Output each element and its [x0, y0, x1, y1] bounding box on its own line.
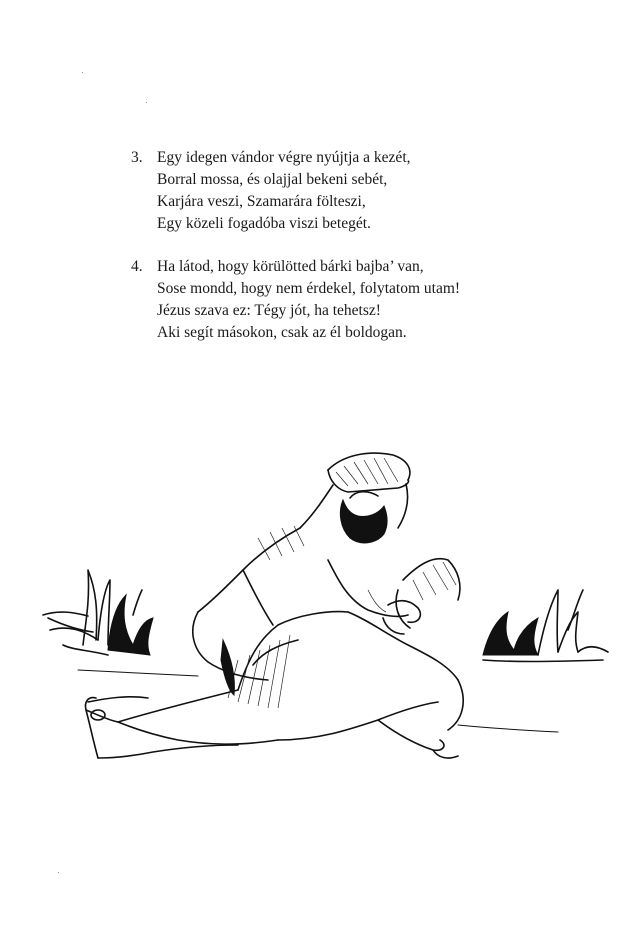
stanza-number: 3.	[131, 149, 143, 166]
samaritan-icon	[193, 453, 421, 680]
verse-line: Karjára veszi, Szamarára fölteszi,	[157, 193, 366, 210]
paper-speck	[82, 72, 83, 73]
good-samaritan-illustration	[38, 440, 613, 770]
song-verses	[131, 147, 611, 365]
verse-line: Ha látod, hogy körülötted bárki bajba’ van,	[157, 258, 424, 275]
stanza-number: 4.	[131, 258, 143, 275]
verse-line: Sose mondd, hogy nem érdekel, folytatom utam!	[157, 280, 461, 297]
good-samaritan-line-drawing-icon	[38, 440, 613, 770]
verse-line: Jézus szava ez: Tégy jót, ha tehetsz!	[157, 302, 381, 319]
paper-speck	[146, 102, 147, 103]
verse-line: Egy idegen vándor végre nyújtja a kezét,	[157, 149, 411, 166]
ground-line	[458, 725, 558, 732]
verse-line: Borral mossa, és olajjal bekeni sebét,	[157, 171, 388, 188]
grass-left-icon	[43, 570, 153, 655]
grass-right-icon	[483, 590, 608, 662]
verse-line: Aki segít másokon, csak az él boldogan.	[157, 324, 407, 341]
stanza-3	[131, 147, 611, 235]
ground-line	[78, 670, 198, 676]
verse-line: Egy közeli fogadóba viszi betegét.	[157, 215, 371, 232]
injured-man-icon	[85, 559, 463, 758]
paper-speck	[58, 872, 59, 873]
stanza-4	[131, 256, 611, 344]
